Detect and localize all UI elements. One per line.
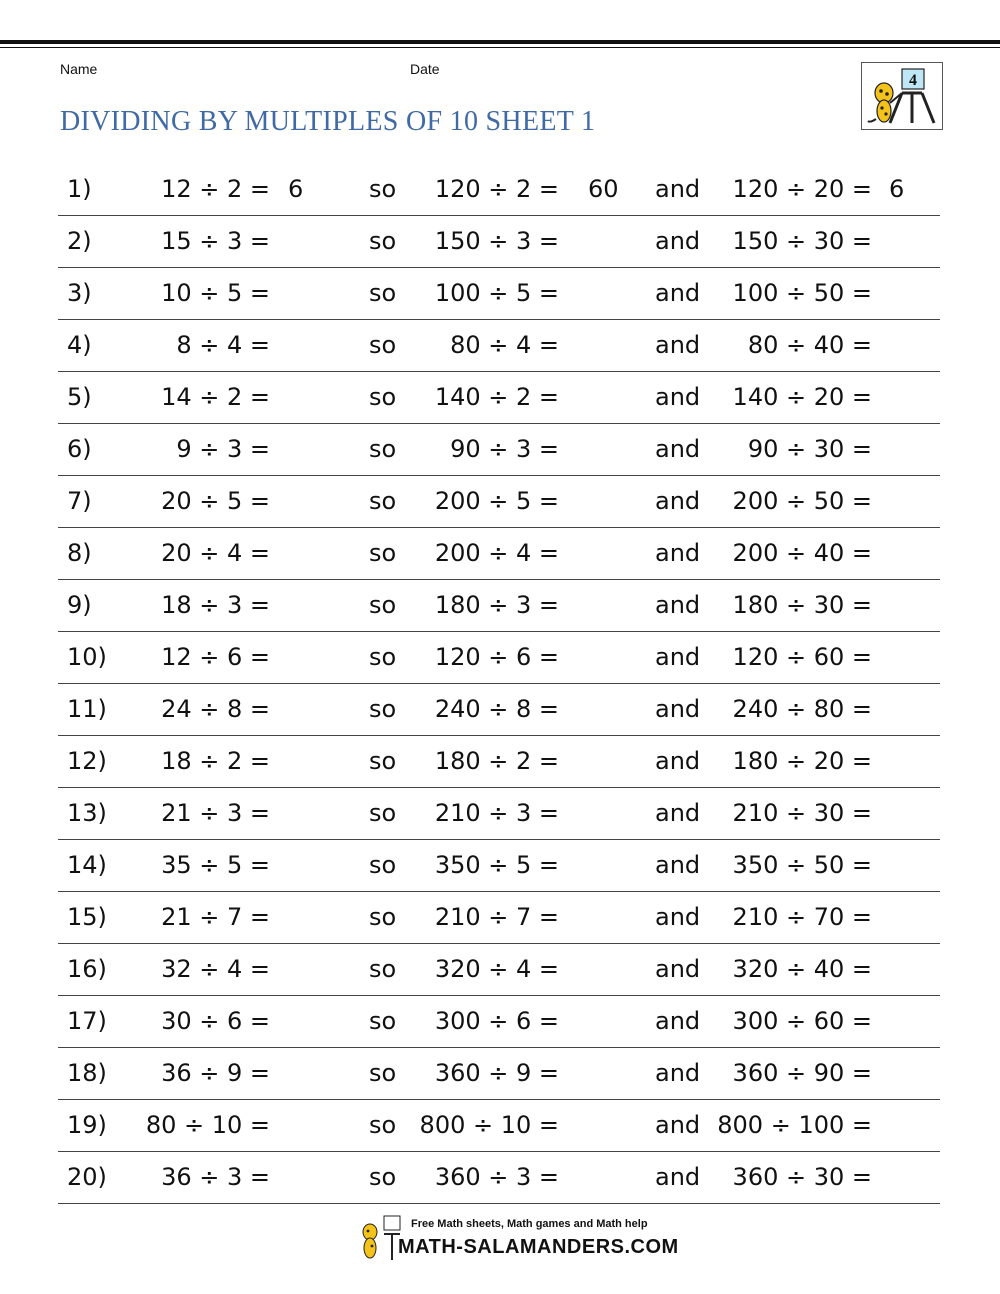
question-basic: 36 ÷ 9 =	[161, 1059, 270, 1087]
question-tens: 300 ÷ 6 =	[434, 1007, 559, 1035]
problem-number: 4)	[67, 331, 92, 359]
footer	[356, 1214, 679, 1264]
question-multiple: 140 ÷ 20 =	[732, 383, 872, 411]
question-multiple: 210 ÷ 30 =	[732, 799, 872, 827]
problem-row	[58, 476, 940, 528]
problem-number: 16)	[67, 955, 107, 983]
problem-row	[58, 996, 940, 1048]
word-and: and	[655, 383, 701, 411]
problem-row	[58, 944, 940, 996]
question-basic: 10 ÷ 5 =	[161, 279, 270, 307]
problem-row	[58, 892, 940, 944]
word-so: so	[369, 383, 397, 411]
question-multiple: 800 ÷ 100 =	[717, 1111, 872, 1139]
word-and: and	[655, 331, 701, 359]
question-tens: 100 ÷ 5 =	[434, 279, 559, 307]
question-multiple: 120 ÷ 60 =	[732, 643, 872, 671]
problem-row	[58, 164, 940, 216]
word-so: so	[369, 643, 397, 671]
question-tens: 150 ÷ 3 =	[434, 227, 559, 255]
page-title: DIVIDING BY MULTIPLES OF 10 SHEET 1	[60, 106, 596, 137]
word-and: and	[655, 1007, 701, 1035]
problem-number: 5)	[67, 383, 92, 411]
question-basic: 15 ÷ 3 =	[161, 227, 270, 255]
question-basic: 24 ÷ 8 =	[161, 695, 270, 723]
question-tens: 120 ÷ 6 =	[434, 643, 559, 671]
word-and: and	[655, 487, 701, 515]
question-basic: 18 ÷ 2 =	[161, 747, 270, 775]
top-rule	[0, 40, 1000, 44]
problem-number: 11)	[67, 695, 107, 723]
question-tens: 800 ÷ 10 =	[419, 1111, 559, 1139]
answer-basic[interactable]: 6	[288, 175, 304, 203]
question-basic: 12 ÷ 2 =	[161, 175, 270, 203]
salamander-logo-icon	[862, 63, 942, 129]
word-and: and	[655, 1111, 701, 1139]
word-and: and	[655, 227, 701, 255]
problem-number: 8)	[67, 539, 92, 567]
question-multiple: 350 ÷ 50 =	[732, 851, 872, 879]
question-basic: 18 ÷ 3 =	[161, 591, 270, 619]
question-basic: 9 ÷ 3 =	[176, 435, 270, 463]
word-so: so	[369, 279, 397, 307]
word-so: so	[369, 1059, 397, 1087]
problem-row	[58, 268, 940, 320]
question-basic: 30 ÷ 6 =	[161, 1007, 270, 1035]
question-tens: 200 ÷ 4 =	[434, 539, 559, 567]
name-label: Name	[60, 61, 98, 77]
problem-number: 1)	[67, 175, 92, 203]
salamander-footer-icon	[356, 1214, 404, 1264]
question-tens: 180 ÷ 2 =	[434, 747, 559, 775]
problem-number: 9)	[67, 591, 92, 619]
problem-number: 12)	[67, 747, 107, 775]
problem-number: 6)	[67, 435, 92, 463]
question-multiple: 90 ÷ 30 =	[747, 435, 872, 463]
word-so: so	[369, 1007, 397, 1035]
problem-row	[58, 1048, 940, 1100]
answer-multiple[interactable]: 6	[889, 175, 905, 203]
word-and: and	[655, 955, 701, 983]
question-basic: 8 ÷ 4 =	[176, 331, 270, 359]
question-tens: 90 ÷ 3 =	[450, 435, 559, 463]
word-so: so	[369, 435, 397, 463]
problem-number: 15)	[67, 903, 107, 931]
word-and: and	[655, 903, 701, 931]
problem-number: 20)	[67, 1163, 107, 1191]
problem-number: 17)	[67, 1007, 107, 1035]
problem-row	[58, 1152, 940, 1204]
problem-row	[58, 372, 940, 424]
word-so: so	[369, 1163, 397, 1191]
problem-row	[58, 320, 940, 372]
word-and: and	[655, 1163, 701, 1191]
problem-row	[58, 1100, 940, 1152]
word-so: so	[369, 175, 397, 203]
word-and: and	[655, 1059, 701, 1087]
word-and: and	[655, 591, 701, 619]
question-multiple: 180 ÷ 20 =	[732, 747, 872, 775]
word-and: and	[655, 175, 701, 203]
word-so: so	[369, 591, 397, 619]
word-and: and	[655, 279, 701, 307]
word-so: so	[369, 227, 397, 255]
question-tens: 360 ÷ 9 =	[434, 1059, 559, 1087]
question-tens: 80 ÷ 4 =	[450, 331, 559, 359]
problem-number: 19)	[67, 1111, 107, 1139]
problem-row	[58, 788, 940, 840]
question-multiple: 120 ÷ 20 =	[732, 175, 872, 203]
question-tens: 120 ÷ 2 =	[434, 175, 559, 203]
top-rule-thin	[0, 47, 1000, 48]
question-tens: 180 ÷ 3 =	[434, 591, 559, 619]
question-basic: 21 ÷ 7 =	[161, 903, 270, 931]
word-and: and	[655, 799, 701, 827]
question-basic: 35 ÷ 5 =	[161, 851, 270, 879]
question-multiple: 200 ÷ 40 =	[732, 539, 872, 567]
question-multiple: 150 ÷ 30 =	[732, 227, 872, 255]
problem-number: 14)	[67, 851, 107, 879]
word-and: and	[655, 643, 701, 671]
logo-badge: 4	[909, 72, 917, 89]
question-tens: 210 ÷ 3 =	[434, 799, 559, 827]
word-and: and	[655, 695, 701, 723]
word-so: so	[369, 903, 397, 931]
question-multiple: 240 ÷ 80 =	[732, 695, 872, 723]
word-so: so	[369, 695, 397, 723]
question-multiple: 100 ÷ 50 =	[732, 279, 872, 307]
question-basic: 80 ÷ 10 =	[145, 1111, 270, 1139]
question-multiple: 360 ÷ 90 =	[732, 1059, 872, 1087]
question-multiple: 300 ÷ 60 =	[732, 1007, 872, 1035]
date-label: Date	[410, 61, 440, 77]
problem-row	[58, 216, 940, 268]
word-so: so	[369, 331, 397, 359]
problem-number: 13)	[67, 799, 107, 827]
question-tens: 360 ÷ 3 =	[434, 1163, 559, 1191]
question-multiple: 80 ÷ 40 =	[747, 331, 872, 359]
question-basic: 12 ÷ 6 =	[161, 643, 270, 671]
question-basic: 21 ÷ 3 =	[161, 799, 270, 827]
word-and: and	[655, 435, 701, 463]
word-so: so	[369, 851, 397, 879]
problem-row	[58, 736, 940, 788]
word-and: and	[655, 539, 701, 567]
logo	[861, 62, 943, 130]
problem-number: 2)	[67, 227, 92, 255]
question-tens: 320 ÷ 4 =	[434, 955, 559, 983]
question-tens: 200 ÷ 5 =	[434, 487, 559, 515]
problem-row	[58, 632, 940, 684]
question-tens: 240 ÷ 8 =	[434, 695, 559, 723]
word-and: and	[655, 851, 701, 879]
question-tens: 210 ÷ 7 =	[434, 903, 559, 931]
problem-row	[58, 424, 940, 476]
question-basic: 36 ÷ 3 =	[161, 1163, 270, 1191]
problem-row	[58, 840, 940, 892]
word-and: and	[655, 747, 701, 775]
problem-row	[58, 528, 940, 580]
problem-number: 18)	[67, 1059, 107, 1087]
problem-number: 3)	[67, 279, 92, 307]
word-so: so	[369, 955, 397, 983]
word-so: so	[369, 487, 397, 515]
problem-number: 10)	[67, 643, 107, 671]
question-basic: 14 ÷ 2 =	[161, 383, 270, 411]
question-multiple: 180 ÷ 30 =	[732, 591, 872, 619]
question-multiple: 210 ÷ 70 =	[732, 903, 872, 931]
question-tens: 350 ÷ 5 =	[434, 851, 559, 879]
problem-list	[58, 164, 940, 1204]
question-tens: 140 ÷ 2 =	[434, 383, 559, 411]
question-basic: 20 ÷ 4 =	[161, 539, 270, 567]
question-multiple: 320 ÷ 40 =	[732, 955, 872, 983]
word-so: so	[369, 539, 397, 567]
problem-row	[58, 684, 940, 736]
question-multiple: 360 ÷ 30 =	[732, 1163, 872, 1191]
question-basic: 32 ÷ 4 =	[161, 955, 270, 983]
problem-row	[58, 580, 940, 632]
problem-number: 7)	[67, 487, 92, 515]
footer-tagline: Free Math sheets, Math games and Math help	[411, 1218, 648, 1230]
word-so: so	[369, 799, 397, 827]
question-multiple: 200 ÷ 50 =	[732, 487, 872, 515]
word-so: so	[369, 747, 397, 775]
answer-tens[interactable]: 60	[588, 175, 619, 203]
footer-site-link[interactable]: MATH-SALAMANDERS.COM	[398, 1236, 679, 1258]
word-so: so	[369, 1111, 397, 1139]
question-basic: 20 ÷ 5 =	[161, 487, 270, 515]
